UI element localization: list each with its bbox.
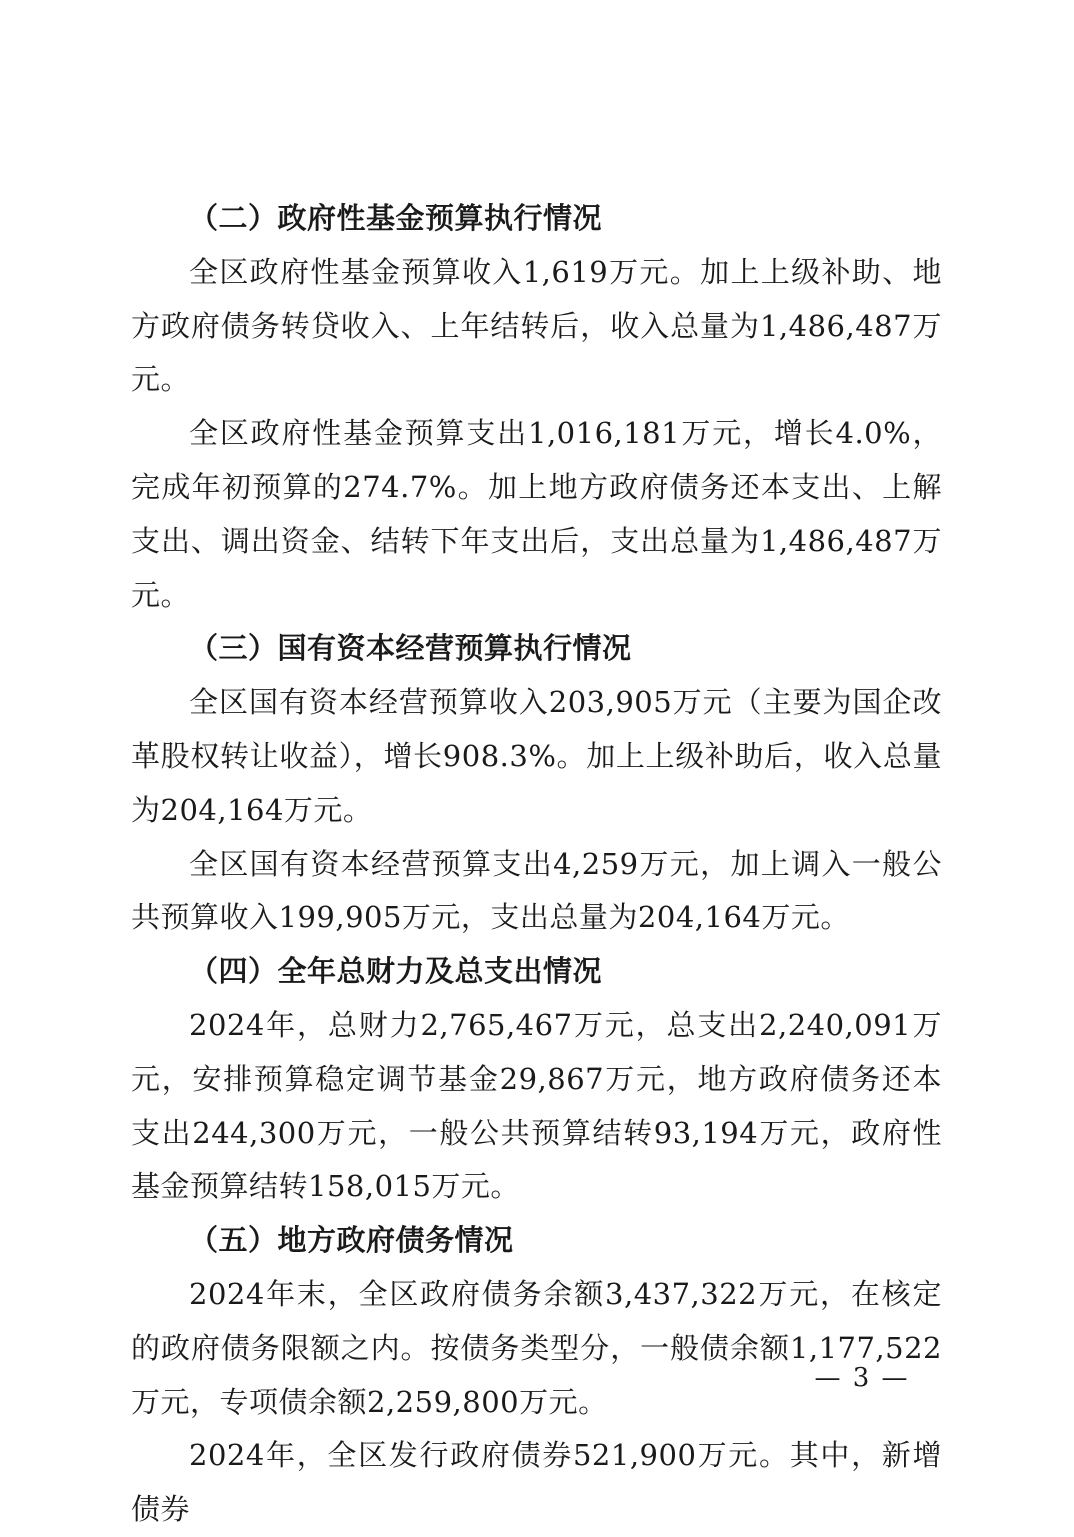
paragraph-fund-revenue: 全区政府性基金预算收入1,619万元。加上上级补助、地方政府债务转贷收入、上年结转后，收入总量为1,486,487万元。 — [131, 254, 942, 397]
paragraph-debt-balance: 2024年末，全区政府债务余额3,437,322万元，在核定的政府债务限额之内。按债务类型分，一般债余额1,177,522万元，专项债余额2,259,800万元。 — [131, 1276, 942, 1419]
paragraph-capital-revenue: 全区国有资本经营预算收入203,905万元（主要为国企改革股权转让收益），增长908.3%。加上上级补助后，收入总量为204,164万元。 — [131, 685, 942, 827]
paragraph-fund-expenditure: 全区政府性基金预算支出1,016,181万元，增长4.0%，完成年初预算的274.7%。加上地方政府债务还本支出、上解支出、调出资金、结转下年支出后，支出总量为1,486,487万元。 — [131, 416, 942, 612]
page-number: — 3 — — [814, 1363, 910, 1393]
section-heading-local-debt: （五）地方政府债务情况 — [189, 1223, 514, 1258]
section-heading-fund-budget: （二）政府性基金预算执行情况 — [189, 201, 603, 235]
paragraph-bond-issuance: 2024年，全区发行政府债券521,900万元。其中，新增债券 — [131, 1438, 942, 1527]
section-heading-total-finance: （四）全年总财力及总支出情况 — [189, 954, 603, 989]
section-heading-state-capital-budget: （三）国有资本经营预算执行情况 — [189, 631, 632, 666]
paragraph-total-finance: 2024年，总财力2,765,467万元，总支出2,240,091万元，安排预算稳定调节基金29,867万元，地方政府债务还本支出244,300万元，一般公共预算结转93,194万元，政府性基金预算结转158,015万元。 — [131, 1007, 942, 1204]
paragraph-capital-expenditure: 全区国有资本经营预算支出4,259万元，加上调入一般公共预算收入199,905万元，支出总量为204,164万元。 — [131, 846, 942, 935]
document-body — [131, 192, 942, 1537]
